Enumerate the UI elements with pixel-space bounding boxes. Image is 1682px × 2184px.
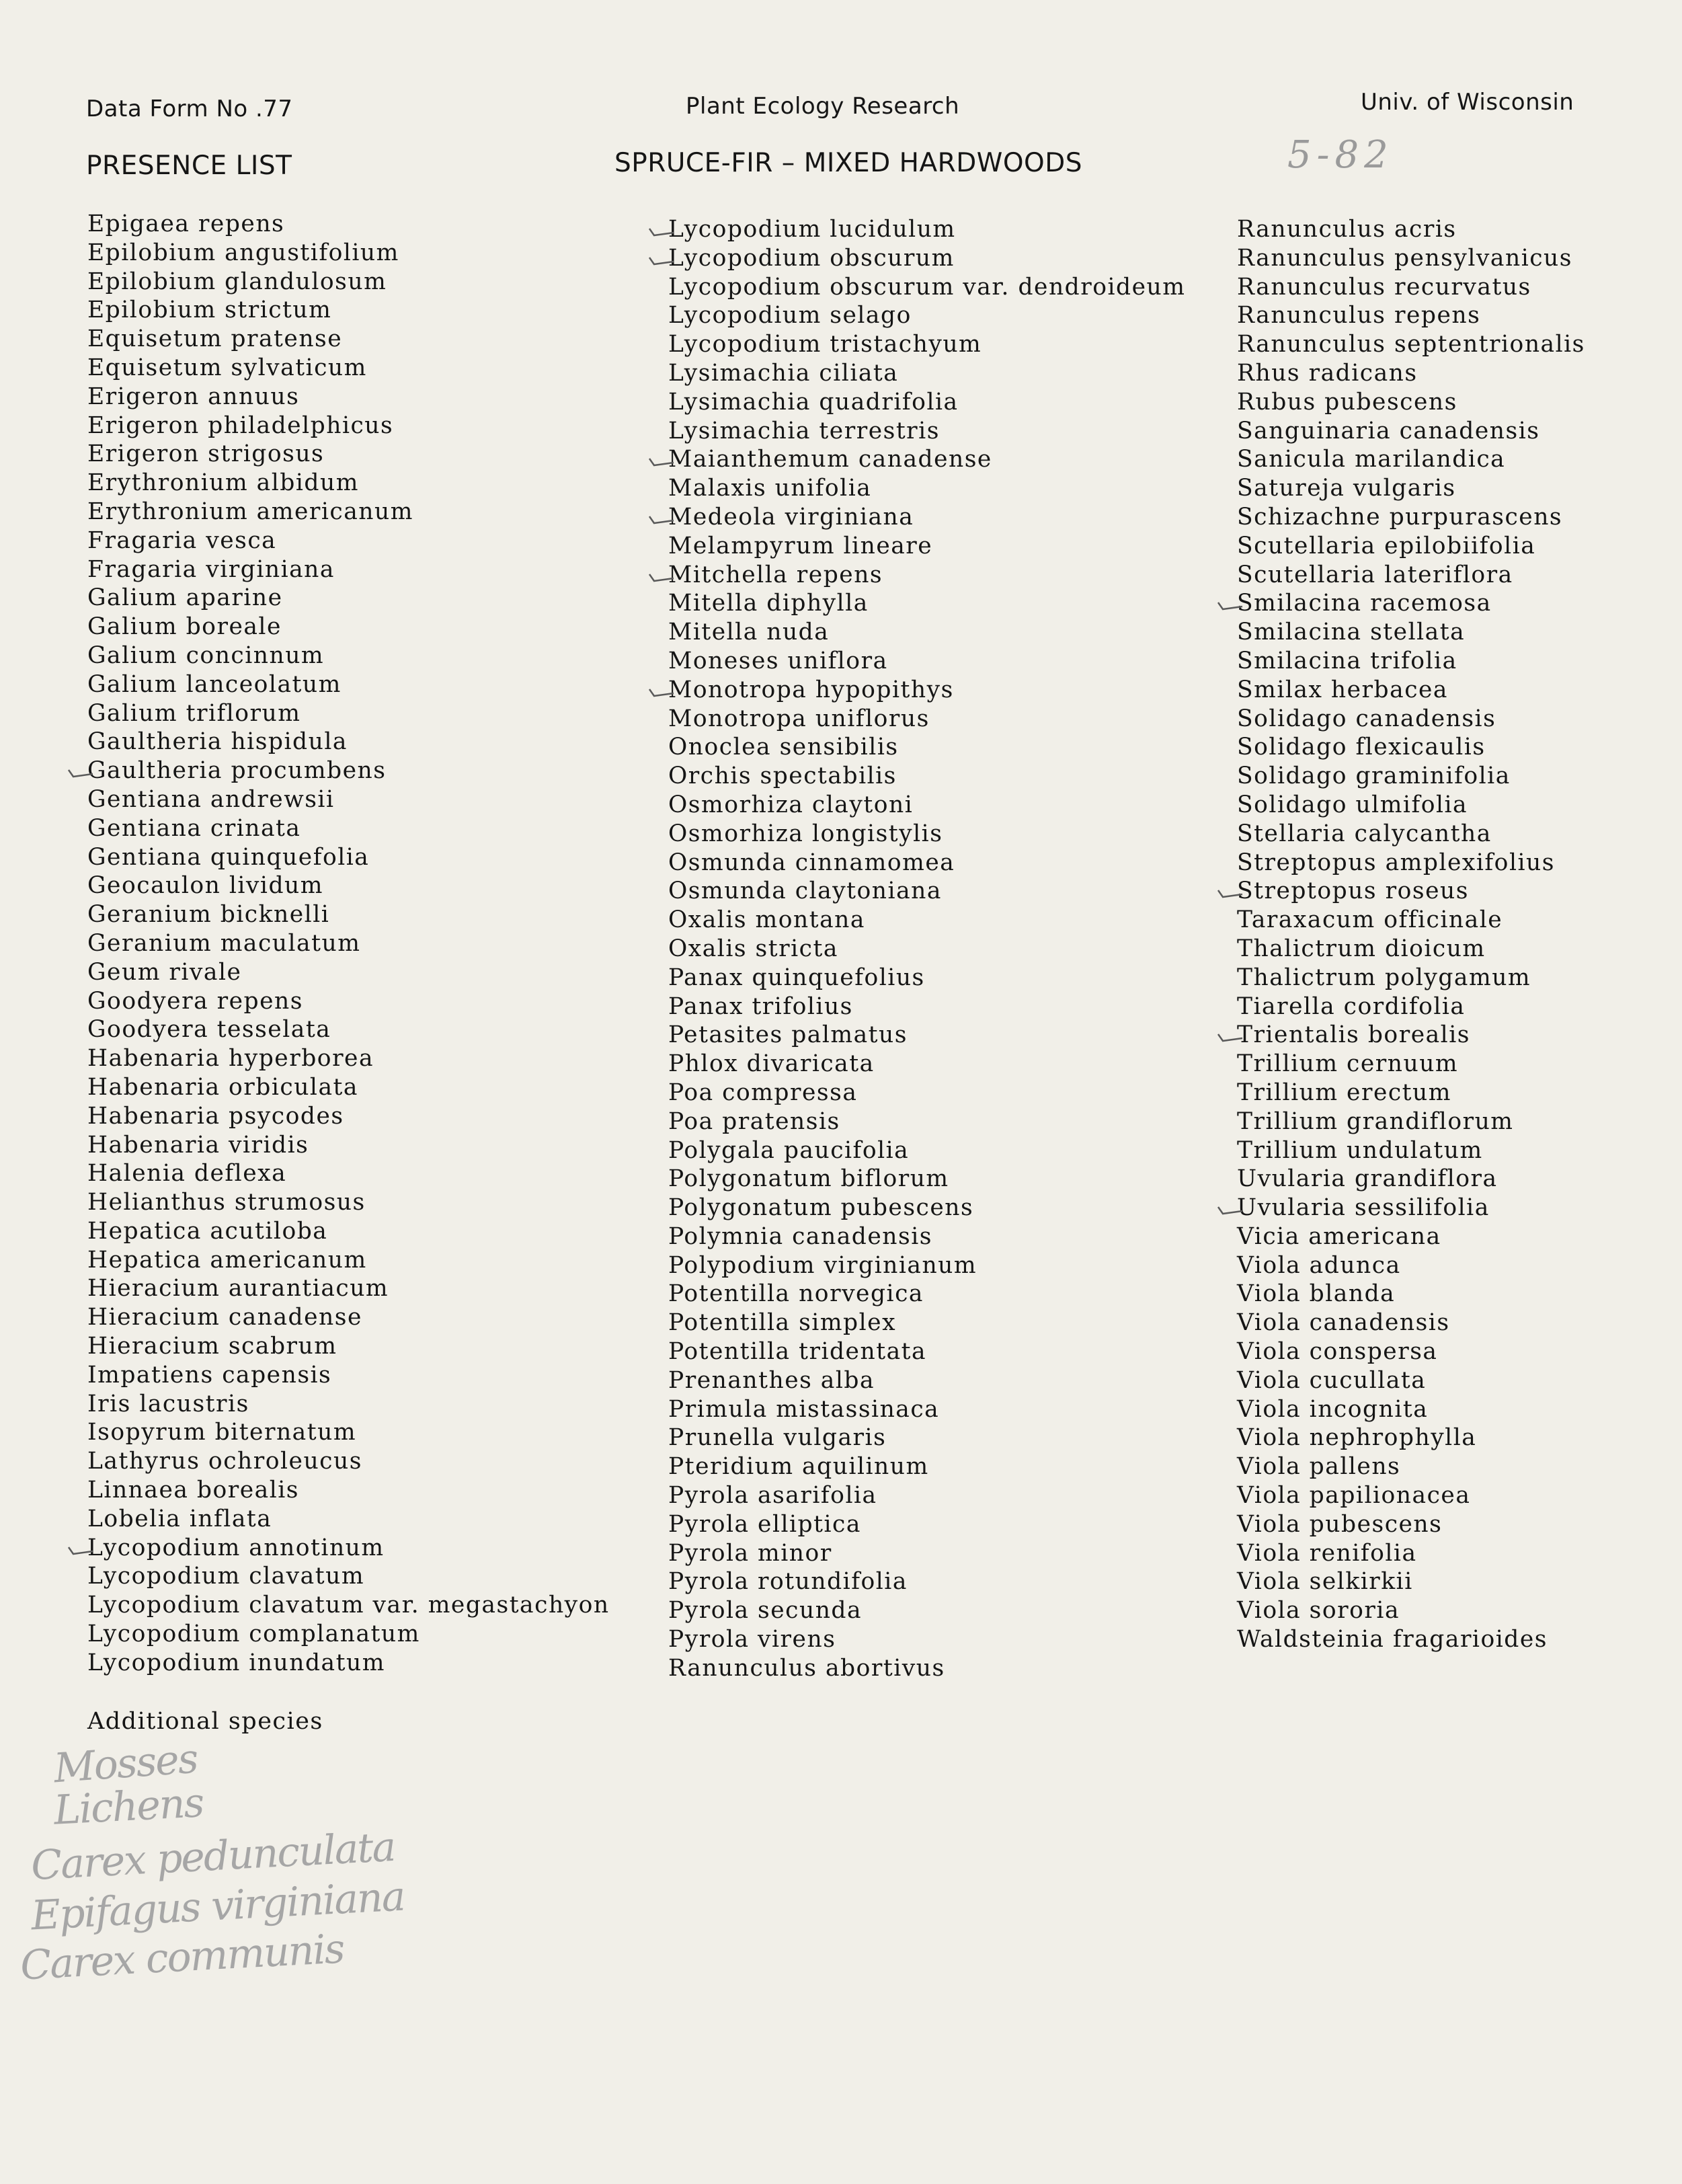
species-item: Rubus pubescens	[1237, 388, 1457, 416]
species-item: Epilobium angustifolium	[87, 239, 399, 266]
species-item: Gentiana crinata	[87, 814, 301, 842]
species-item: Viola incognita	[1237, 1395, 1429, 1423]
species-item: Smilacina trifolia	[1237, 647, 1457, 674]
species-item: Lysimachia quadrifolia	[668, 388, 959, 416]
species-item	[1237, 1021, 1585, 1050]
species-item: Lathyrus ochroleucus	[87, 1448, 362, 1475]
species-item: Epilobium glandulosum	[87, 268, 387, 295]
species-item: Geranium bicknelli	[87, 901, 330, 929]
species-item: Habenaria hyperborea	[87, 1045, 374, 1072]
species-item: Prunella vulgaris	[668, 1424, 887, 1452]
species-item: Oxalis montana	[668, 906, 865, 934]
species-name: Lycopodium lucidulum	[668, 216, 956, 243]
species-item: Uvularia grandiflora	[1237, 1165, 1498, 1193]
species-item: Geum rivale	[87, 958, 242, 986]
species-item	[668, 561, 1186, 590]
species-item: Erigeron strigosus	[87, 440, 325, 468]
species-item: Helianthus strumosus	[87, 1189, 366, 1216]
handwritten-species-4: Epifagus virginiana	[30, 1873, 406, 1940]
species-item: Lycopodium clavatum	[87, 1563, 365, 1590]
species-item: Lysimachia terrestris	[668, 417, 940, 444]
check-mark-icon	[648, 244, 675, 272]
species-item: Mitella diphylla	[668, 590, 869, 617]
species-item	[668, 244, 1186, 273]
species-item	[668, 445, 1186, 474]
check-mark-icon	[1217, 589, 1244, 617]
species-name: Monotropa hypopithys	[668, 676, 954, 703]
species-item: Hepatica acutiloba	[87, 1217, 328, 1245]
species-column-2	[668, 215, 1186, 1683]
species-item: Primula mistassinaca	[668, 1395, 940, 1423]
species-item: Petasites palmatus	[668, 1021, 908, 1049]
species-item: Hieracium aurantiacum	[87, 1275, 389, 1302]
species-item: Phlox divaricata	[668, 1050, 875, 1078]
species-item: Trillium erectum	[1237, 1079, 1451, 1106]
check-mark-icon	[1217, 1021, 1244, 1049]
species-name: Maianthemum canadense	[668, 446, 992, 473]
species-item: Ranunculus abortivus	[668, 1654, 945, 1682]
species-item: Potentilla norvegica	[668, 1280, 924, 1308]
species-item: Lycopodium selago	[668, 302, 912, 329]
species-item: Satureja vulgaris	[1237, 475, 1456, 502]
check-mark-icon	[1217, 1194, 1244, 1222]
species-name: Gaultheria procumbens	[87, 757, 387, 785]
species-name: Uvularia sessilifolia	[1237, 1194, 1490, 1222]
species-item: Taraxacum officinale	[1237, 906, 1503, 934]
species-item	[87, 1534, 610, 1563]
species-item: Iris lacustris	[87, 1390, 249, 1417]
species-item: Viola canadensis	[1237, 1309, 1450, 1337]
check-mark-icon	[648, 215, 675, 243]
species-name: Lycopodium obscurum	[668, 244, 955, 272]
species-column-1	[87, 210, 610, 1678]
species-item: Stellaria calycantha	[1237, 820, 1492, 847]
species-item: Goodyera repens	[87, 987, 303, 1015]
species-item: Polymnia canadensis	[668, 1222, 932, 1250]
species-name: Streptopus roseus	[1237, 878, 1469, 905]
species-item: Lysimachia ciliata	[668, 359, 899, 387]
species-item: Panax quinquefolius	[668, 964, 925, 991]
species-item: Epigaea repens	[87, 210, 285, 237]
species-item: Solidago flexicaulis	[1237, 734, 1486, 761]
species-name: Lycopodium annotinum	[87, 1534, 385, 1561]
species-item: Osmunda cinnamomea	[668, 849, 955, 876]
species-item: Osmunda claytoniana	[668, 878, 942, 905]
species-item: Galium concinnum	[87, 641, 325, 669]
species-item: Onoclea sensibilis	[668, 734, 899, 761]
species-item: Hepatica americanum	[87, 1246, 367, 1274]
species-item: Potentilla simplex	[668, 1309, 897, 1337]
species-item: Pyrola rotundifolia	[668, 1568, 908, 1596]
species-item: Halenia deflexa	[87, 1160, 287, 1187]
species-item: Ranunculus septentrionalis	[1237, 331, 1585, 358]
species-item: Ranunculus repens	[1237, 302, 1481, 329]
species-item: Lycopodium clavatum var. megastachyon	[87, 1592, 610, 1619]
species-item	[668, 215, 1186, 244]
species-item: Polypodium virginianum	[668, 1251, 977, 1279]
species-item: Osmorhiza longistylis	[668, 820, 943, 847]
species-item: Epilobium strictum	[87, 297, 332, 324]
check-mark-icon	[67, 756, 94, 785]
species-item: Erigeron philadelphicus	[87, 412, 394, 439]
species-item: Lycopodium tristachyum	[668, 331, 982, 358]
species-item	[1237, 589, 1585, 618]
species-item: Fragaria vesca	[87, 526, 277, 554]
species-item: Viola pubescens	[1237, 1510, 1443, 1538]
species-item: Gaultheria hispidula	[87, 728, 348, 756]
handwritten-date: 5-82	[1287, 133, 1394, 177]
species-item: Malaxis unifolia	[668, 475, 872, 502]
check-mark-icon	[648, 676, 675, 704]
species-item: Pyrola virens	[668, 1626, 836, 1653]
species-item: Smilacina stellata	[1237, 619, 1466, 646]
species-item: Pyrola elliptica	[668, 1510, 861, 1538]
check-mark-icon	[1217, 877, 1244, 905]
species-item: Viola selkirkii	[1237, 1568, 1413, 1596]
species-item: Viola sororia	[1237, 1597, 1400, 1625]
species-item: Schizachne purpurascens	[1237, 503, 1563, 531]
species-item: Streptopus amplexifolius	[1237, 849, 1555, 876]
species-item: Viola blanda	[1237, 1280, 1396, 1308]
species-item: Lycopodium inundatum	[87, 1649, 385, 1676]
handwritten-species-5: Carex communis	[19, 1925, 346, 1990]
species-item: Trillium undulatum	[1237, 1136, 1483, 1164]
species-item: Solidago graminifolia	[1237, 763, 1511, 790]
species-item: Potentilla tridentata	[668, 1338, 927, 1366]
species-item: Solidago canadensis	[1237, 705, 1496, 732]
species-item: Erythronium americanum	[87, 498, 413, 525]
species-item: Sanguinaria canadensis	[1237, 417, 1540, 444]
species-name: Mitchella repens	[668, 561, 883, 588]
species-item: Viola renifolia	[1237, 1539, 1417, 1567]
species-item: Poa compressa	[668, 1079, 858, 1106]
handwritten-species-2: Lichens	[52, 1779, 204, 1834]
species-item: Impatiens capensis	[87, 1361, 332, 1389]
species-item: Panax trifolius	[668, 992, 853, 1020]
species-item: Ranunculus pensylvanicus	[1237, 244, 1572, 272]
species-item: Waldsteinia fragarioides	[1237, 1626, 1548, 1653]
species-item	[668, 503, 1186, 532]
species-item: Erigeron annuus	[87, 383, 300, 410]
species-item: Scutellaria lateriflora	[1237, 561, 1513, 588]
species-item: Ranunculus recurvatus	[1237, 273, 1531, 301]
species-item: Linnaea borealis	[87, 1477, 300, 1504]
species-item: Habenaria viridis	[87, 1131, 309, 1159]
species-item: Melampyrum lineare	[668, 532, 933, 559]
species-item: Prenanthes alba	[668, 1366, 875, 1394]
species-item: Trillium grandiflorum	[1237, 1107, 1514, 1135]
species-item: Viola conspersa	[1237, 1338, 1438, 1366]
species-item: Polygala paucifolia	[668, 1136, 910, 1164]
species-item: Isopyrum biternatum	[87, 1419, 357, 1446]
species-item: Habenaria orbiculata	[87, 1073, 358, 1101]
check-mark-icon	[67, 1534, 94, 1562]
species-item: Osmorhiza claytoni	[668, 791, 914, 818]
community-title: SPRUCE-FIR – MIXED HARDWOODS	[614, 148, 1083, 178]
species-item: Goodyera tesselata	[87, 1016, 331, 1044]
species-item: Vicia americana	[1237, 1222, 1441, 1250]
species-item: Viola papilionacea	[1237, 1482, 1471, 1510]
species-item: Galium lanceolatum	[87, 670, 342, 698]
species-item: Galium aparine	[87, 584, 283, 612]
species-item: Geranium maculatum	[87, 929, 361, 957]
species-column-3	[1237, 215, 1585, 1654]
species-item: Sanicula marilandica	[1237, 446, 1506, 473]
species-item: Hieracium scabrum	[87, 1333, 337, 1360]
species-item: Trillium cernuum	[1237, 1050, 1459, 1078]
check-mark-icon	[648, 445, 675, 473]
species-item: Pteridium aquilinum	[668, 1453, 929, 1481]
species-item: Solidago ulmifolia	[1237, 791, 1468, 818]
species-item: Thalictrum dioicum	[1237, 935, 1486, 962]
check-mark-icon	[648, 503, 675, 531]
species-item: Oxalis stricta	[668, 935, 838, 962]
additional-species-label: Additional species	[87, 1708, 323, 1735]
species-item: Scutellaria epilobiifolia	[1237, 532, 1536, 559]
species-name: Smilacina racemosa	[1237, 590, 1492, 617]
species-name: Trientalis borealis	[1237, 1021, 1470, 1049]
species-item: Poa pratensis	[668, 1107, 840, 1135]
species-item: Pyrola minor	[668, 1539, 832, 1567]
species-item: Geocaulon lividum	[87, 872, 323, 900]
list-title: PRESENCE LIST	[86, 151, 292, 181]
species-item: Hieracium canadense	[87, 1304, 362, 1331]
species-item: Galium boreale	[87, 613, 282, 641]
species-item: Erythronium albidum	[87, 469, 359, 497]
species-item: Equisetum sylvaticum	[87, 354, 367, 381]
species-item: Viola nephrophylla	[1237, 1424, 1477, 1452]
species-item: Rhus radicans	[1237, 359, 1418, 387]
species-item: Thalictrum polygamum	[1237, 964, 1531, 991]
species-item: Lobelia inflata	[87, 1505, 272, 1532]
species-item	[1237, 877, 1585, 906]
species-item: Orchis spectabilis	[668, 763, 897, 790]
species-item: Polygonatum pubescens	[668, 1194, 974, 1222]
university: Univ. of Wisconsin	[1361, 89, 1574, 116]
species-item	[87, 756, 610, 785]
species-item: Lycopodium obscurum var. dendroideum	[668, 273, 1186, 301]
species-item: Moneses uniflora	[668, 647, 888, 674]
species-item: Tiarella cordifolia	[1237, 992, 1466, 1020]
species-item: Habenaria psycodes	[87, 1102, 344, 1130]
check-mark-icon	[648, 561, 675, 589]
species-item: Pyrola secunda	[668, 1597, 863, 1625]
species-item: Smilax herbacea	[1237, 676, 1448, 703]
species-item: Gentiana quinquefolia	[87, 843, 370, 871]
species-name: Medeola virginiana	[668, 503, 914, 531]
species-item: Gentiana andrewsii	[87, 785, 335, 813]
species-item: Polygonatum biflorum	[668, 1165, 949, 1193]
handwritten-species-3: Carex pedunculata	[30, 1823, 396, 1890]
species-item: Pyrola asarifolia	[668, 1482, 877, 1510]
organization: Plant Ecology Research	[686, 93, 960, 120]
handwritten-species-1: Mosses	[52, 1735, 199, 1793]
species-item: Fragaria virginiana	[87, 555, 335, 583]
species-item: Viola pallens	[1237, 1453, 1401, 1481]
species-item: Mitella nuda	[668, 619, 830, 646]
species-item: Viola adunca	[1237, 1251, 1401, 1279]
species-item: Galium triflorum	[87, 699, 301, 727]
species-item	[668, 676, 1186, 705]
species-item: Viola cucullata	[1237, 1366, 1427, 1394]
species-item: Monotropa uniflorus	[668, 705, 930, 732]
species-item: Ranunculus acris	[1237, 216, 1457, 243]
form-number: Data Form No .77	[86, 95, 293, 122]
species-item: Lycopodium complanatum	[87, 1621, 420, 1648]
species-item: Equisetum pratense	[87, 325, 343, 353]
species-item	[1237, 1194, 1585, 1222]
